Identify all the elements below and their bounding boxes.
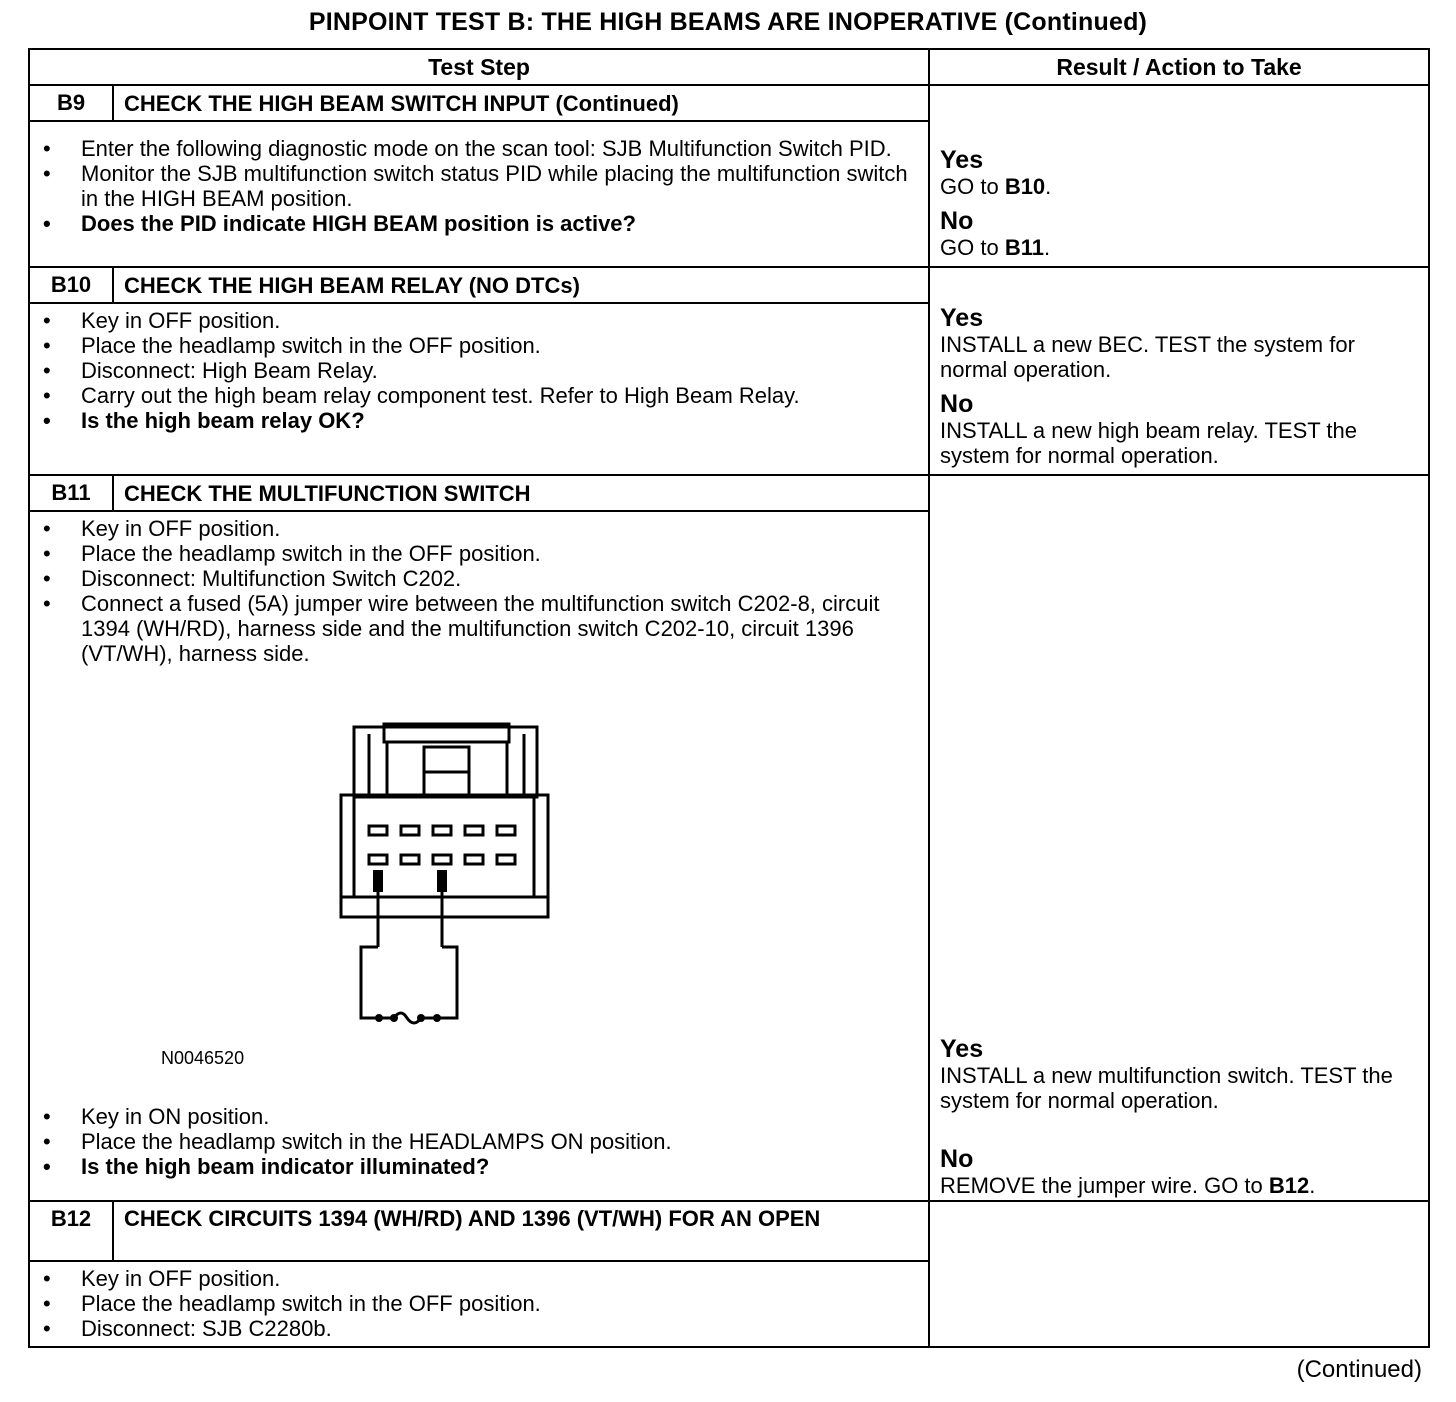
step-b10-header-row xyxy=(29,267,1429,303)
no-action: REMOVE the jumper wire. GO to B12. xyxy=(940,1173,1316,1198)
step-ref: B11 xyxy=(1004,235,1044,260)
list-item: • Enter the following diagnostic mode on the scan tool: SJB Multifunction Switch PID. xyxy=(29,136,918,161)
no-label: No xyxy=(940,207,974,235)
list-item: • Key in ON position. xyxy=(29,1104,918,1129)
step-b11-result xyxy=(929,475,1429,1201)
yes-label: Yes xyxy=(940,146,984,174)
step-b9-result xyxy=(929,85,1429,267)
list-item-question: • Does the PID indicate HIGH BEAM position is active? xyxy=(29,211,918,236)
list-item: • Place the headlamp switch in the HEADLAMPS ON position. xyxy=(29,1129,918,1154)
yes-label: Yes xyxy=(940,1035,984,1063)
list-item: • Key in OFF position. xyxy=(29,516,918,541)
connector-diagram xyxy=(29,670,928,1100)
step-id: B9 xyxy=(29,85,113,121)
probe-right xyxy=(437,870,447,892)
step-b12-instructions xyxy=(81,1261,929,1347)
list-item: • Place the headlamp switch in the OFF position. xyxy=(29,333,918,358)
no-action: INSTALL a new high beam relay. TEST the system for normal operation. xyxy=(940,418,1358,468)
no-action: GO to B11. xyxy=(940,235,1051,260)
header-test-step: Test Step xyxy=(29,49,929,85)
yes-action: GO to B10. xyxy=(940,174,1052,199)
list-item-question: • Is the high beam relay OK? xyxy=(29,408,918,433)
header-result: Result / Action to Take xyxy=(929,49,1429,85)
step-title: CHECK THE MULTIFUNCTION SWITCH xyxy=(113,475,929,511)
list-item: • Disconnect: High Beam Relay. xyxy=(29,358,918,383)
list-item: • Place the headlamp switch in the OFF position. xyxy=(29,541,918,566)
probe-left xyxy=(373,870,383,892)
list-item: • Disconnect: SJB C2280b. xyxy=(29,1316,918,1341)
step-id: B12 xyxy=(29,1201,113,1261)
step-title: CHECK THE HIGH BEAM RELAY (NO DTCs) xyxy=(113,267,929,303)
list-item: • Place the headlamp switch in the OFF position. xyxy=(29,1291,918,1316)
step-title: CHECK THE HIGH BEAM SWITCH INPUT (Continued) xyxy=(113,85,929,121)
step-b10-result xyxy=(929,267,1429,475)
jumper-wire-diagram xyxy=(339,722,559,1032)
step-b12-header-row xyxy=(29,1201,1429,1261)
list-item-question: • Is the high beam indicator illuminated? xyxy=(29,1154,918,1179)
list-item: • Key in OFF position. xyxy=(29,308,918,333)
step-b11-header-row xyxy=(29,475,1429,511)
step-b12-result xyxy=(929,1201,1429,1347)
continued-label: (Continued) xyxy=(1296,1356,1422,1383)
list-item: • Carry out the high beam relay component test. Refer to High Beam Relay. xyxy=(29,383,918,408)
page-title: PINPOINT TEST B: THE HIGH BEAMS ARE INOPERATIVE (Continued) xyxy=(308,8,1148,36)
yes-label: Yes xyxy=(940,304,984,332)
pinpoint-test-table xyxy=(28,48,1430,1348)
no-label: No xyxy=(940,1145,974,1173)
step-id: B10 xyxy=(29,267,113,303)
header-row xyxy=(29,49,1429,85)
list-item: • Key in OFF position. xyxy=(29,1266,918,1291)
step-b9-header-row xyxy=(29,85,1429,121)
step-b11-instructions xyxy=(81,511,929,1201)
yes-action: INSTALL a new BEC. TEST the system for normal operation. xyxy=(940,332,1355,382)
step-id: B11 xyxy=(29,475,113,511)
step-ref: B12 xyxy=(1268,1173,1310,1198)
step-ref: B10 xyxy=(1004,174,1046,199)
yes-action: INSTALL a new multifunction switch. TEST the system for normal operation. xyxy=(940,1063,1393,1113)
list-item: • Monitor the SJB multifunction switch status PID while placing the multifunction switch in the HIGH BEAM position. xyxy=(29,161,918,211)
list-item: • Connect a fused (5A) jumper wire between the multifunction switch C202-8, circuit 1394 (WH/RD), harness side and the multifunction switch C202-10, circuit 1396 (VT/WH), harness side. xyxy=(29,591,918,666)
figure-code: N0046520 xyxy=(161,1048,245,1068)
step-b9-instructions xyxy=(81,121,929,267)
step-b10-instructions xyxy=(81,303,929,475)
list-item: • Disconnect: Multifunction Switch C202. xyxy=(29,566,918,591)
no-label: No xyxy=(940,390,974,418)
step-title: CHECK CIRCUITS 1394 (WH/RD) AND 1396 (VT/WH) FOR AN OPEN xyxy=(113,1201,929,1261)
